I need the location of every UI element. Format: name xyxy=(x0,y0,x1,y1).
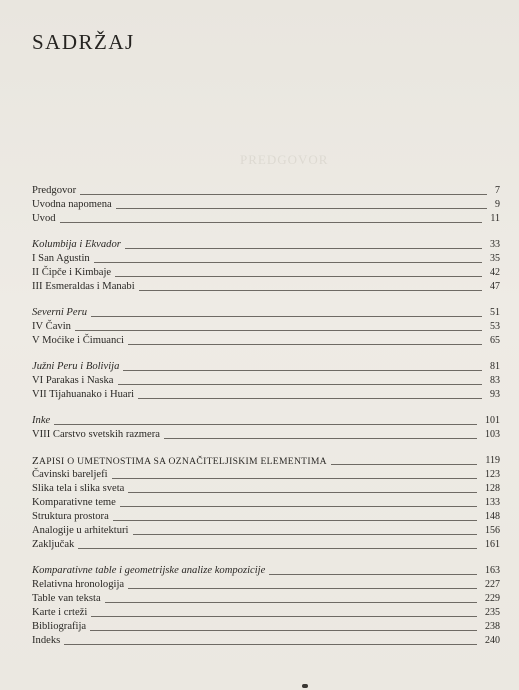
toc-entry xyxy=(32,212,500,226)
toc-entry-title: Komparativne teme xyxy=(32,497,116,508)
toc-entry xyxy=(32,388,500,402)
leader-line xyxy=(133,534,478,535)
toc-page-number: 9 xyxy=(495,199,500,210)
toc-page-number: 7 xyxy=(495,185,500,196)
toc-page-number: 123 xyxy=(485,469,500,480)
toc-page-number: 35 xyxy=(490,253,500,264)
leader-line xyxy=(116,208,487,209)
toc-entry-title: V Moćike i Čimuanci xyxy=(32,335,124,346)
leader-line xyxy=(118,384,483,385)
toc-page-number: 148 xyxy=(485,511,500,522)
toc-page-number: 101 xyxy=(485,415,500,426)
toc-page-number: 133 xyxy=(485,497,500,508)
toc-entry-title: Struktura prostora xyxy=(32,511,109,522)
toc-entry-title: Kolumbija i Ekvador xyxy=(32,239,121,250)
leader-line xyxy=(164,438,477,439)
leader-line xyxy=(90,630,477,631)
leader-line xyxy=(120,506,477,507)
toc-page-number: 227 xyxy=(485,579,500,590)
bleed-through-heading: PREDGOVOR xyxy=(240,152,329,167)
toc-page-number: 42 xyxy=(490,267,500,278)
leader-line xyxy=(128,344,482,345)
toc-page-number: 156 xyxy=(485,525,500,536)
toc-entry xyxy=(32,374,500,388)
toc-entry xyxy=(32,184,500,198)
toc-entry xyxy=(32,578,500,592)
toc-entry xyxy=(32,454,500,468)
toc-page-number: 163 xyxy=(485,565,500,576)
page-edge-mark xyxy=(302,684,308,688)
page-title: SADRŽAJ xyxy=(32,30,135,54)
toc-entry-title: Karte i crteži xyxy=(32,607,88,618)
leader-line xyxy=(115,276,482,277)
toc-entry-title: Indeks xyxy=(32,635,61,646)
toc-entry xyxy=(32,252,500,266)
leader-line xyxy=(128,588,477,589)
toc-page-number: 229 xyxy=(485,593,500,604)
toc-entry xyxy=(32,620,500,634)
toc-entry-title: Komparativne table i geometrijske analize kompozicije xyxy=(32,565,266,576)
toc-entry xyxy=(32,592,500,606)
toc-entry xyxy=(32,634,500,648)
toc-entry xyxy=(32,538,500,552)
leader-line xyxy=(91,316,482,317)
toc-page-number: 83 xyxy=(490,375,500,386)
toc-entry xyxy=(32,320,500,334)
toc-entry-title: IV Čavin xyxy=(32,321,71,332)
leader-line xyxy=(64,644,477,645)
toc-page-number: 128 xyxy=(485,483,500,494)
toc-entry xyxy=(32,360,500,374)
toc-entry xyxy=(32,280,500,294)
leader-line xyxy=(112,478,477,479)
toc-page-number: 103 xyxy=(485,429,500,440)
toc-entry-title: Analogije u arhitekturi xyxy=(32,525,129,536)
toc-entry xyxy=(32,524,500,538)
toc-page-number: 238 xyxy=(485,621,500,632)
leader-line xyxy=(54,424,477,425)
leader-line xyxy=(128,492,477,493)
toc-page-number: 81 xyxy=(490,361,500,372)
toc-page-number: 33 xyxy=(490,239,500,250)
toc-entry xyxy=(32,334,500,348)
toc-page-number: 65 xyxy=(490,335,500,346)
leader-line xyxy=(94,262,482,263)
leader-line xyxy=(113,520,477,521)
toc-page-number: 119 xyxy=(485,455,500,466)
toc-page-number: 51 xyxy=(490,307,500,318)
toc-entry-title: Slika tela i slika sveta xyxy=(32,483,125,494)
toc-entry-title: Severni Peru xyxy=(32,307,88,318)
toc-entry-title: VIII Carstvo svetskih razmera xyxy=(32,429,160,440)
toc-page-number: 93 xyxy=(490,389,500,400)
toc-entry xyxy=(32,564,500,578)
toc-entry-title: Table van teksta xyxy=(32,593,101,604)
toc-page-number: 53 xyxy=(490,321,500,332)
toc-page-number: 47 xyxy=(490,281,500,292)
toc-entry-title: Zaključak xyxy=(32,539,75,550)
toc-entry-title: VI Parakas i Naska xyxy=(32,375,114,386)
toc-entry-title: Uvod xyxy=(32,213,56,224)
toc-entry-title: Predgovor xyxy=(32,185,77,196)
toc-entry-title: Južni Peru i Bolivija xyxy=(32,361,120,372)
toc-entry xyxy=(32,606,500,620)
toc-entry-title: III Esmeraldas i Manabi xyxy=(32,281,135,292)
toc-page-number: 11 xyxy=(490,213,500,224)
toc-entry xyxy=(32,428,500,442)
toc-page-number: 235 xyxy=(485,607,500,618)
toc-page-number: 240 xyxy=(485,635,500,646)
leader-line xyxy=(269,574,477,575)
leader-line xyxy=(123,370,482,371)
toc-entry-title: Bibliografija xyxy=(32,621,87,632)
toc-entry-title: Relativna hronologija xyxy=(32,579,125,590)
toc-entry xyxy=(32,414,500,428)
toc-entry xyxy=(32,468,500,482)
leader-line xyxy=(331,464,477,465)
toc-entry-title: ZAPISI O UMETNOSTIMA SA OZNAČITELJISKIM ELEMENTIMA xyxy=(32,455,327,467)
toc-entry xyxy=(32,482,500,496)
leader-line xyxy=(60,222,483,223)
toc-page-number: 161 xyxy=(485,539,500,550)
toc-entry-title: II Čipče i Kimbaje xyxy=(32,267,112,278)
leader-line xyxy=(78,548,477,549)
toc-entry xyxy=(32,266,500,280)
toc-entry-title: VII Tijahuanako i Huari xyxy=(32,389,135,400)
leader-line xyxy=(75,330,482,331)
toc-entry xyxy=(32,510,500,524)
leader-line xyxy=(139,290,482,291)
toc-entry-title: Čavinski bareljefi xyxy=(32,469,108,480)
leader-line xyxy=(125,248,482,249)
toc-entry xyxy=(32,306,500,320)
toc-entry xyxy=(32,198,500,212)
leader-line xyxy=(91,616,477,617)
leader-line xyxy=(138,398,482,399)
leader-line xyxy=(105,602,477,603)
toc-entry-title: Inke xyxy=(32,415,51,426)
toc-entry-title: I San Agustin xyxy=(32,253,90,264)
toc-entry xyxy=(32,496,500,510)
toc-entry-title: Uvodna napomena xyxy=(32,199,112,210)
leader-line xyxy=(80,194,487,195)
toc-entry xyxy=(32,238,500,252)
